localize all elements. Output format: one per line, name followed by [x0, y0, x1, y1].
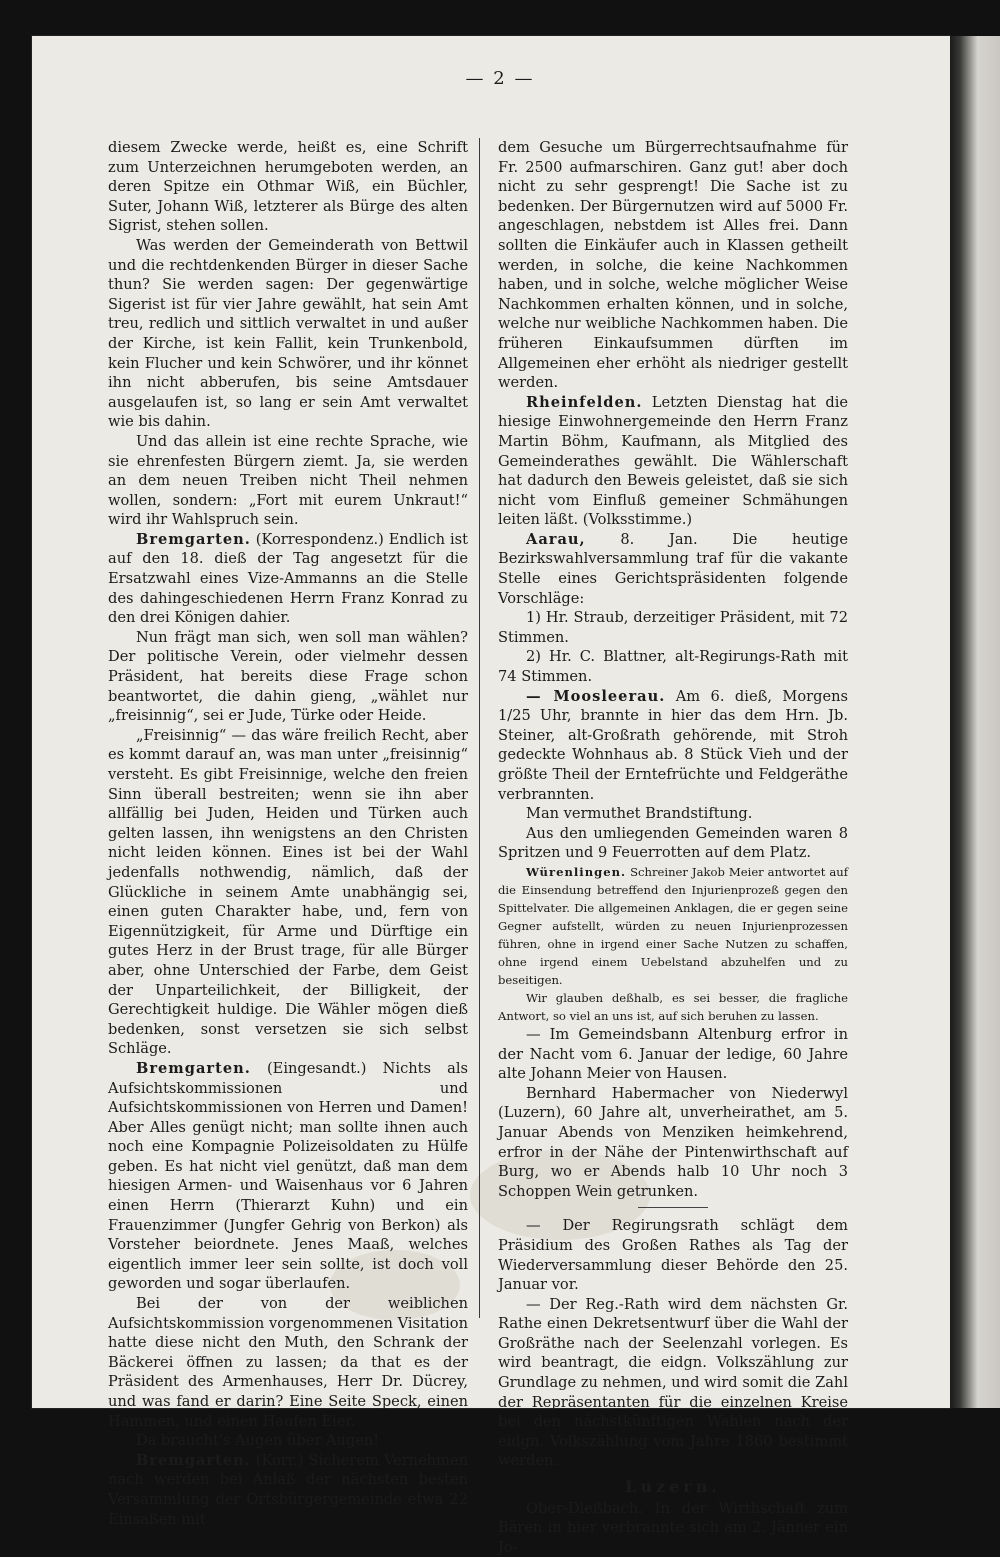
article-paragraph — [498, 608, 848, 647]
left-column — [108, 138, 468, 1529]
article-text: Schreiner Jakob Meier antwortet auf die Einsendung betreffend den Injurienprozeß gegen den Spittelvater. Die allgemeinen Anklagen, die er gegen seine Gegner aufstellt, würden zu neuen Injurienprozessen führen, ohne in irgend einer Sache Nutzen zu schaffen, ohne irgend einem Uebelstand abzuhelfen und zu beseitigen. — [498, 864, 848, 987]
article-paragraph — [498, 138, 848, 393]
article-paragraph — [108, 236, 468, 432]
article-text: 2) Hr. C. Blattner, alt-Regirungs-Rath mit 74 Stimmen. — [498, 648, 848, 686]
article-paragraph — [498, 687, 848, 805]
article-text: Nun frägt man sich, wen soll man wählen? Der politische Verein, oder vielmehr dessen Präsident, hat bereits diese Frage schon beantwortet, die dahin gieng, „wählet nur „freisinnig“, sei er Jude, Türke oder Heide. — [108, 628, 468, 725]
article-paragraph — [108, 628, 468, 726]
article-paragraph — [108, 726, 468, 1059]
article-heading: Bremgarten. — [136, 1059, 251, 1077]
article-text: (Korrespondenz.) Endlich ist auf den 18. dieß der Tag angesetzt für die Ersatzwahl eines Vize-Ammanns an die Stelle des dahingeschiedenen Herrn Franz Konrad zu den drei Königen dahier. — [108, 530, 468, 627]
article-paragraph — [108, 1431, 468, 1451]
article-heading: — Moosleerau. — [526, 687, 666, 705]
article-text: Bei der von der weiblichen Aufsichtskommission vorgenommenen Visitation hatte diese nicht den Muth, den Schrank der Bäckerei öffnen zu lassen; da that es der Präsident des Armenhauses, Herr Dr. Dücrey, und was fand er darin? Eine Seite Speck, einen Hammen, und einen Haufen Eier. — [108, 1295, 468, 1430]
article-heading: Rheinfelden. — [526, 393, 643, 411]
article-paragraph — [498, 863, 848, 989]
page-number: — 2 — — [465, 68, 535, 89]
article-text: Aus den umliegenden Gemeinden waren 8 Spritzen und 9 Feuerrotten auf dem Platz. — [498, 824, 848, 862]
article-text: Am 6. dieß, Morgens 1/25 Uhr, brannte in hier das dem Hrn. Jb. Steiner, alt-Großrath gehörende, mit Stroh gedeckte Wohnhaus ab. 8 Stück Vieh und der größte Theil der Erntefrüchte und Feldgeräthe verbrannten. — [498, 687, 848, 803]
section-title: Luzern. — [625, 1477, 721, 1497]
article-paragraph — [498, 1084, 848, 1202]
article-text: Und das allein ist eine rechte Sprache, wie sie ehrenfesten Bürgern ziemt. Ja, sie werden an dem neuen Treiben nicht Theil nehmen wollen, sondern: „Fort mit eurem Unkraut!“ wird ihr Wahlspruch sein. — [108, 432, 468, 529]
article-text: Ober-Dießbach. In der Wirthschaft zum Bären in hier verbrannte sich am 2. Jänner ein Jo- — [498, 1499, 848, 1556]
article-text: Letzten Dienstag hat die hiesige Einwohnergemeinde den Herrn Franz Martin Böhm, Kaufmann, als Mitglied des Gemeinderathes gewählt. Die Wählerschaft hat dadurch den Beweis geleistet, daß sie sich nicht vom Einfluß gemeiner Schmähungen leiten läßt. (Volksstimme.) — [498, 393, 848, 529]
article-heading: Bremgarten. — [136, 1451, 251, 1469]
article-text: (Eingesandt.) Nichts als Aufsichtskommissionen und Aufsichtskommissionen von Herren und Damen! Aber Alles genügt nicht; man sollte ihnen auch noch eine Kompagnie Polizeisoldaten zu Hülfe geben. Es hat nicht viel genützt, daß man dem hiesigen Armen- und Waisenhaus vor 6 Jahren einen Herrn (Thierarzt Kuhn) und ein Frauenzimmer (Jungfer Gehrig von Berkon) als Vorsteher beiordnete. Jenes Maaß, welches eigentlich immer leer sein sollte, ist doch voll geworden und sogar überlaufen. — [108, 1059, 468, 1293]
section-rule — [638, 1207, 708, 1208]
article-text: — Der Regirungsrath schlägt dem Präsidium des Großen Rathes als Tag der Wiederversammlung dieser Behörde den 25. Januar vor. — [498, 1217, 848, 1294]
article-heading: Würenlingen. — [526, 864, 627, 879]
article-paragraph — [108, 1451, 468, 1529]
article-text: „Freisinnig“ — das wäre freilich Recht, aber es kommt darauf an, was man unter „freisinnig“ versteht. Es gibt Freisinnige, welche den freien Sinn überall bestreiten; wenn sie ihn aber allfällig bei Juden, Heiden und Türken auch gelten lassen, ihn wenigstens an den Christen nicht leiden können. Eines ist bei der Wahl jedenfalls nothwendig, nämlich, daß der Glückliche in seinem Amte unabhängig sei, einen guten Charakter habe, und, fern von Eigennützigkeit, für Arme und Dürftige ein gutes Herz in der Brust trage, für alle Bürger aber, ohne Unterschied der Farbe, dem Geist der Unparteilichkeit, der Billigkeit, der Gerechtigkeit huldige. Die Wähler mögen dieß bedenken, sonst versetzen sie sich selbst Schläge. — [108, 726, 468, 1058]
column-divider — [479, 138, 480, 1318]
article-paragraph — [498, 1025, 848, 1084]
article-paragraph — [108, 1294, 468, 1431]
article-paragraph — [498, 989, 848, 1025]
article-text: Man vermuthet Brandstiftung. — [526, 805, 753, 823]
article-text: 8. Jan. Die heutige Bezirkswahlversammlung traf für die vakante Stelle eines Gerichtspräsidenten folgende Vorschläge: — [498, 530, 848, 607]
article-text: diesem Zwecke werde, heißt es, eine Schrift zum Unterzeichnen herumgeboten werden, an deren Spitze ein Othmar Wiß, ein Büchler, Suter, Johann Wiß, letzterer als Bürge des alten Sigrist, stehen sollen. — [108, 139, 468, 235]
article-paragraph — [108, 1059, 468, 1294]
article-text: Da braucht's Augen über Augen! — [136, 1432, 380, 1450]
article-text: Was werden der Gemeinderath von Bettwil und die rechtdenkenden Bürger in dieser Sache thun? Sie werden sagen: Der gegenwärtige Sigerist ist für vier Jahre gewählt, hat sein Amt treu, redlich und sittlich verwaltet in und außer der Kirche, ist kein Fallit, kein Trunkenbold, kein Flucher und kein Schwörer, und ihr könnet ihn nicht abberufen, bis seine Amtsdauer ausgelaufen ist, so lang er sein Amt verwaltet wie bis dahin. — [108, 236, 468, 431]
article-paragraph — [498, 1216, 848, 1294]
article-paragraph — [498, 1499, 848, 1557]
article-paragraph — [498, 804, 848, 824]
article-paragraph — [108, 138, 468, 236]
article-text: Bernhard Habermacher von Niederwyl (Luzern), 60 Jahre alt, unverheirathet, am 5. Januar Abends von Menziken heimkehrend, erfror in der Nähe der Pintenwirthschaft auf Burg, wo er Abends halb 10 Uhr noch 3 Schoppen Wein getrunken. — [498, 1084, 848, 1200]
article-text: Wir glauben deßhalb, es sei besser, die fragliche Antwort, so viel an uns ist, auf sich beruhen zu lassen. — [498, 990, 848, 1023]
page-gutter — [950, 36, 1000, 1408]
article-text: — Im Gemeindsbann Altenburg erfror in der Nacht vom 6. Januar der ledige, 60 Jahre alte Johann Meier von Hausen. — [498, 1025, 848, 1083]
article-text: (Korr.) Sicherem Vernehmen nach werden bei Anlaß der nächsten besten Versammlung der Ortsbürgergemeinde etwa 22 Einsaßen mit — [108, 1451, 468, 1528]
article-text: dem Gesuche um Bürgerrechtsaufnahme für Fr. 2500 aufmarschiren. Ganz gut! aber doch nicht zu sehr gesprengt! Die Sache ist zu bedenken. Der Bürgernutzen wird auf 5000 Fr. angeschlagen, nebstdem ist Alles frei. Dann sollten die Einkäufer auch in Klassen getheilt werden, in solche, die keine Nachkommen haben, und in solche, welche möglicher Weise Nachkommen erhalten können, und in solche, welche nur weibliche Nachkommen haben. Die früheren Einkaufsummen dürften im Allgemeinen eher erhöht als niedriger gestellt werden. — [498, 139, 848, 392]
article-paragraph — [498, 647, 848, 686]
article-heading: Aarau, — [526, 530, 586, 548]
article-text: — Der Reg.-Rath wird dem nächsten Gr. Rathe einen Dekretsentwurf über die Wahl der Großräthe nach der Seelenzahl vorlegen. Es wird beantragt, die eidgn. Volkszählung zur Grundlage zu nehmen, und wird somit die Zahl der Repräsentanten für die einzelnen Kreise bei den nächstkünftigen Wahlen nach der eidgn. Volkszählung vom Jahre 1860 bestimmt werden. — [498, 1295, 848, 1470]
article-paragraph — [498, 530, 848, 608]
right-column — [498, 138, 848, 1557]
article-paragraph — [108, 432, 468, 530]
article-paragraph — [498, 1295, 848, 1471]
article-text: 1) Hr. Straub, derzeitiger Präsident, mit 72 Stimmen. — [498, 609, 848, 646]
article-heading: Bremgarten. — [136, 530, 251, 548]
article-paragraph — [498, 824, 848, 863]
article-paragraph — [498, 393, 848, 530]
article-paragraph — [108, 530, 468, 628]
